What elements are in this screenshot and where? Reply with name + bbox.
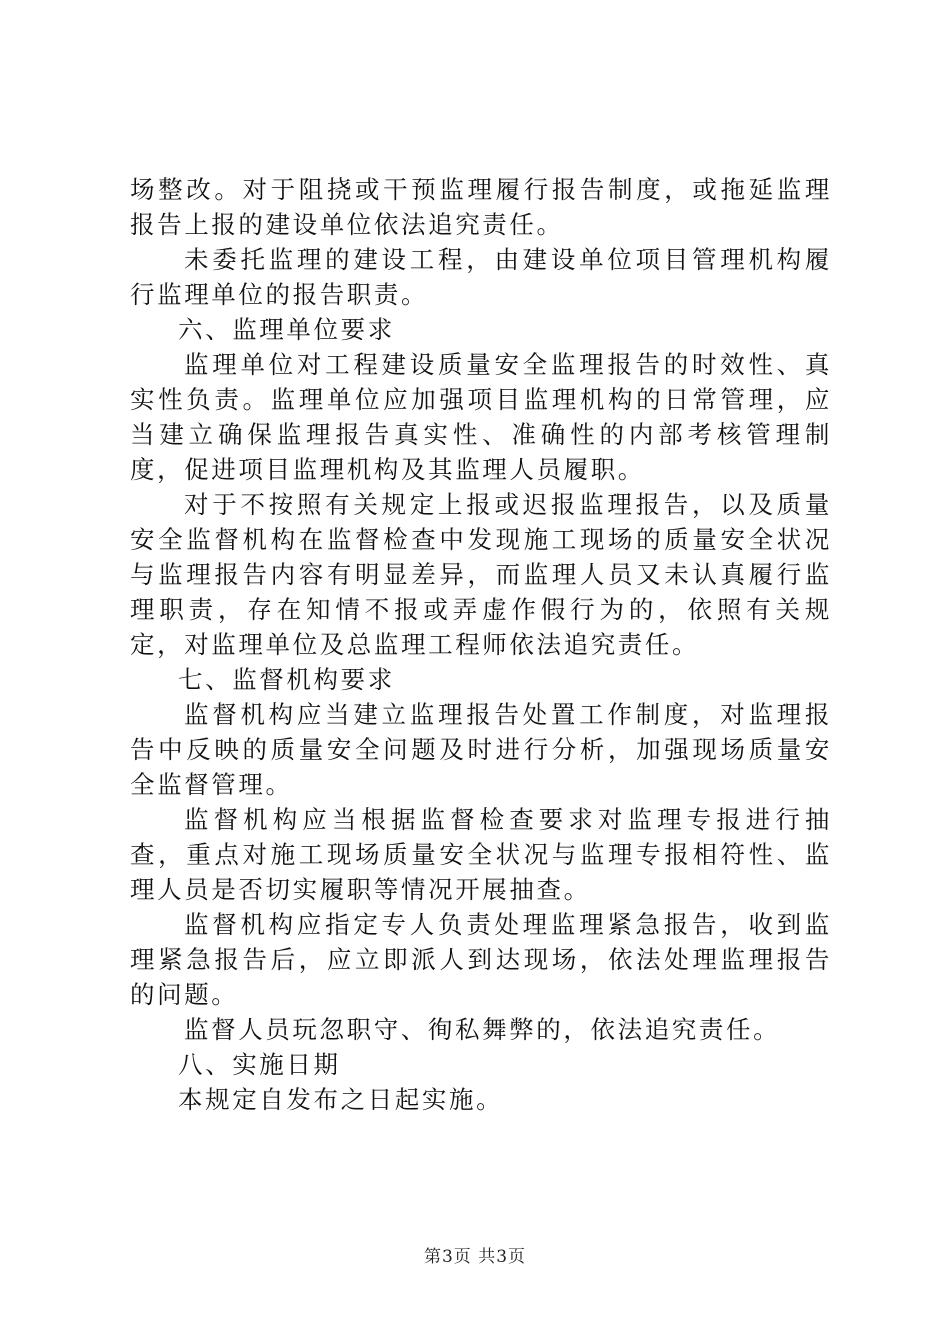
section-heading: 六、监理单位要求 <box>178 315 395 344</box>
document-body <box>130 172 832 1117</box>
paragraph: 未委托监理的建设工程，由建设单位项目管理机构履行监理单位的报告职责。 <box>130 245 832 309</box>
paragraph: 监督人员玩忽职守、徇私舞弊的，依法追究责任。 <box>184 1015 781 1044</box>
paragraph: 监督机构应指定专人负责处理监理紧急报告，收到监理紧急报告后，应立即派人到达现场，依法处理监理报告的问题。 <box>130 910 832 1009</box>
paragraph: 监督机构应当建立监理报告处置工作制度，对监理报告中反映的质量安全问题及时进行分析，加强现场质量安全监督管理。 <box>130 700 832 799</box>
paragraph: 对于不按照有关规定上报或迟报监理报告，以及质量安全监督机构在监督检查中发现施工现场的质量安全状况与监理报告内容有明显差异，而监理人员又未认真履行监理职责，存在知情不报或弄虚作假行为的，依照有关规定，对监理单位及总监理工程师依法追究责任。 <box>130 490 832 659</box>
paragraph-final: 本规定自发布之日起实施。 <box>178 1085 504 1114</box>
section-heading: 八、实施日期 <box>178 1050 341 1079</box>
section-heading: 七、监督机构要求 <box>178 665 395 694</box>
page-footer: 第3页 共3页 <box>423 1247 527 1267</box>
paragraph: 监督机构应当根据监督检查要求对监理专报进行抽查，重点对施工现场质量安全状况与监理专报相符性、监理人员是否切实履职等情况开展抽查。 <box>130 805 832 904</box>
paragraph: 监理单位对工程建设质量安全监理报告的时效性、真实性负责。监理单位应加强项目监理机构的日常管理，应当建立确保监理报告真实性、准确性的内部考核管理制度，促进项目监理机构及其监理人员履职。 <box>130 350 832 484</box>
paragraph-continuation: 场整改。对于阻挠或干预监理履行报告制度，或拖延监理报告上报的建设单位依法追究责任。 <box>130 175 832 239</box>
